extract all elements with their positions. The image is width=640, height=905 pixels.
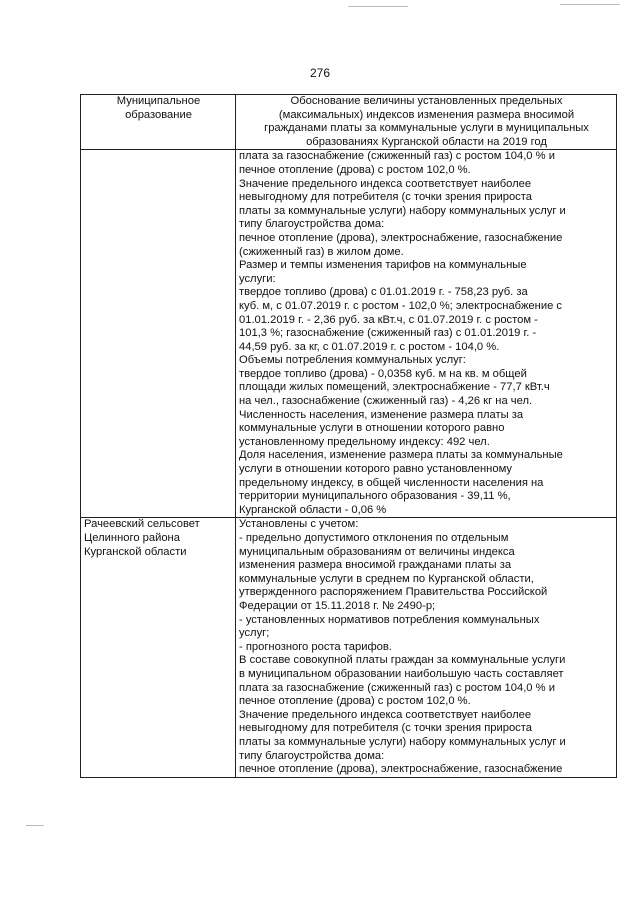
justification-cell bbox=[236, 518, 617, 777]
text-line: печное отопление (дрова), электроснабжение, газоснабжение bbox=[239, 231, 563, 244]
text-line: услуг; bbox=[239, 627, 270, 640]
text-line: Установлены с учетом: bbox=[239, 518, 359, 531]
municipality-line: Курганской области bbox=[84, 545, 187, 558]
table-row bbox=[81, 518, 617, 777]
header-row bbox=[81, 95, 617, 150]
table-body bbox=[81, 150, 617, 777]
text-line: печное отопление (дрова) с ростом 102,0 %. bbox=[239, 695, 471, 708]
text-line: 01.01.2019 г. - 2,36 руб. за кВт.ч, с 01.07.2019 г. с ростом - bbox=[239, 313, 538, 326]
text-line: плата за газоснабжение (сжиженный газ) с ростом 104,0 % и bbox=[239, 150, 555, 163]
page-number: 276 bbox=[309, 66, 331, 80]
text-line: твердое топливо (дрова) - 0,0358 куб. м на кв. м общей bbox=[239, 367, 527, 380]
text-line: изменения размера вносимой гражданами платы за bbox=[239, 559, 512, 572]
text-line: невыгодному для потребителя (с точки зрения прироста bbox=[239, 722, 532, 735]
text-line: услуги: bbox=[239, 272, 276, 285]
text-line: площади жилых помещений, электроснабжение - 77,7 кВт.ч bbox=[239, 381, 550, 394]
scan-mark-top-left bbox=[348, 6, 408, 7]
header-line: Обоснование величины установленных предельных bbox=[290, 95, 563, 107]
text-line: платы за коммунальные услуги) набору коммунальных услуг и bbox=[239, 204, 566, 217]
text-line: типу благоустройства дома: bbox=[239, 218, 385, 231]
header-line: образование bbox=[125, 108, 192, 121]
header-justification bbox=[236, 95, 617, 150]
municipality-cell bbox=[81, 518, 236, 777]
table-row bbox=[81, 150, 617, 518]
header-line: (максимальных) индексов изменения размера вносимой bbox=[278, 108, 575, 121]
table-header bbox=[81, 95, 617, 150]
header-line: гражданами платы за коммунальные услуги в муниципальных bbox=[264, 122, 589, 135]
municipality-line: Целинного района bbox=[84, 532, 180, 544]
municipality-line: Рачеевский сельсовет bbox=[84, 518, 200, 531]
tariff-justification-table bbox=[80, 94, 617, 778]
text-line: Значение предельного индекса соответствует наиболее bbox=[239, 708, 532, 721]
text-line: 44,59 руб. за кг, с 01.07.2019 г. с ростом - 104,0 %. bbox=[239, 340, 500, 353]
text-line: Значение предельного индекса соответствует наиболее bbox=[239, 177, 532, 190]
text-line: Федерации от 15.11.2018 г. № 2490-р; bbox=[239, 599, 436, 612]
header-line: образованиях Курганской области на 2019 год bbox=[306, 135, 547, 148]
text-line: установленному предельному индексу: 492 чел. bbox=[239, 435, 490, 448]
municipality-cell bbox=[81, 150, 236, 518]
text-line: территории муниципального образования - 39,11 %, bbox=[239, 490, 511, 503]
text-line: - предельно допустимого отклонения по отдельным bbox=[239, 532, 509, 544]
text-line: В составе совокупной платы граждан за коммунальные услуги bbox=[239, 654, 566, 667]
text-line: Доля населения, изменение размера платы за коммунальные bbox=[239, 449, 563, 462]
text-line: муниципальным образованиям от величины индекса bbox=[239, 545, 515, 558]
text-line: коммунальные услуги в отношении которого равно bbox=[239, 422, 505, 435]
text-line: Курганской области - 0,06 % bbox=[239, 503, 387, 516]
header-municipality bbox=[81, 95, 236, 150]
text-line: плата за газоснабжение (сжиженный газ) с ростом 104,0 % и bbox=[239, 681, 555, 694]
text-line: на чел., газоснабжение (сжиженный газ) - 4,26 кг на чел. bbox=[239, 395, 533, 408]
text-line: куб. м, с 01.07.2019 г. с ростом - 102,0 %; электроснабжение с bbox=[239, 299, 562, 312]
text-line: платы за коммунальные услуги) набору коммунальных услуг и bbox=[239, 735, 566, 748]
text-line: услуги в отношении которого равно установленному bbox=[239, 463, 512, 476]
header-line: Муниципальное bbox=[116, 95, 201, 107]
text-line: - установленных нормативов потребления коммунальных bbox=[239, 613, 540, 626]
text-line: твердое топливо (дрова) с 01.01.2019 г. - 758,23 руб. за bbox=[239, 286, 528, 299]
text-line: коммунальные услуги в среднем по Курганской области, bbox=[239, 572, 534, 585]
text-line: Объемы потребления коммунальных услуг: bbox=[239, 354, 466, 367]
text-line: Численность населения, изменение размера платы за bbox=[239, 408, 524, 421]
text-line: в муниципальном образовании наибольшую часть составляет bbox=[239, 667, 564, 680]
text-line: печное отопление (дрова) с ростом 102,0 %. bbox=[239, 163, 471, 176]
scan-mark-top-right bbox=[560, 4, 620, 5]
text-line: Размер и темпы изменения тарифов на коммунальные bbox=[239, 259, 527, 272]
text-line: типу благоустройства дома: bbox=[239, 749, 385, 762]
text-line: - прогнозного роста тарифов. bbox=[239, 640, 392, 653]
text-line: невыгодному для потребителя (с точки зрения прироста bbox=[239, 191, 532, 204]
scan-mark-left-margin bbox=[26, 825, 44, 826]
text-line: предельному индексу, в общей численности населения на bbox=[239, 476, 544, 489]
justification-cell bbox=[236, 150, 617, 518]
text-line: утвержденного распоряжением Правительства Российской bbox=[239, 586, 548, 599]
text-line: (сжиженный газ) в жилом доме. bbox=[239, 245, 404, 258]
text-line: печное отопление (дрова), электроснабжение, газоснабжение bbox=[239, 763, 563, 776]
text-line: 101,3 %; газоснабжение (сжиженный газ) с 01.01.2019 г. - bbox=[239, 327, 537, 340]
